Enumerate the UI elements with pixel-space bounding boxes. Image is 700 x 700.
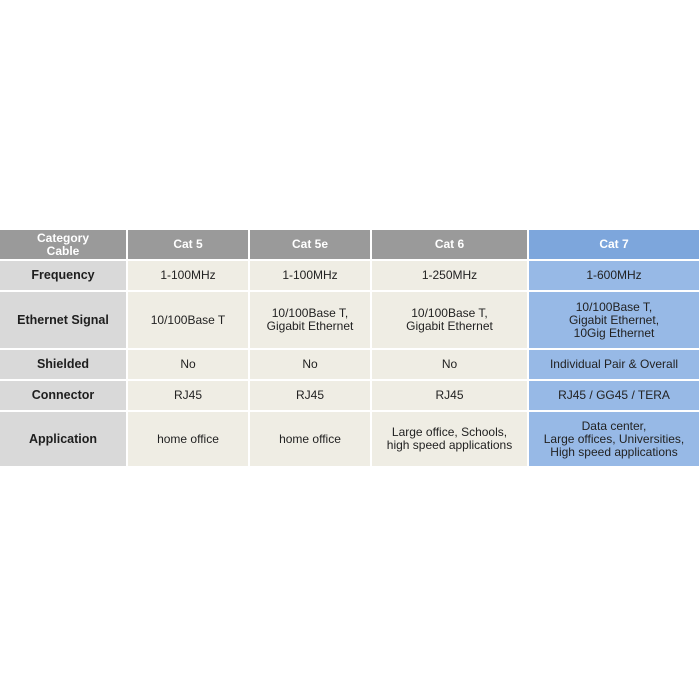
- cell-line: Individual Pair & Overall: [549, 357, 679, 371]
- row-label-connector: Connector: [0, 380, 127, 411]
- cell-line: 10/100Base T,: [411, 306, 488, 320]
- table-row-shielded: [0, 349, 700, 380]
- cell-frequency-cat6: [371, 260, 528, 291]
- cell-line: 1-250MHz: [421, 268, 478, 282]
- cable-comparison-table: [0, 230, 700, 468]
- cell-shielded-cat5: [127, 349, 249, 380]
- cell-line: No: [180, 357, 196, 371]
- cell-connector-cat7: [528, 380, 700, 411]
- header-cat7: Cat 7: [528, 230, 700, 260]
- cell-line: RJ45: [173, 388, 202, 402]
- cell-ethernet-cat5e: [249, 291, 371, 349]
- header-category-line: Category: [36, 230, 89, 245]
- cell-line: home office: [157, 431, 219, 446]
- cell-shielded-cat5e: [249, 349, 371, 380]
- table-row-frequency: [0, 260, 700, 291]
- cell-line: 10/100Base T: [150, 312, 226, 327]
- cell-connector-cat6: [371, 380, 528, 411]
- cell-application-cat5: [127, 411, 249, 467]
- cell-line: high speed applications: [386, 438, 513, 452]
- row-label-frequency: Frequency: [0, 260, 127, 291]
- header-category-cable: [0, 230, 127, 260]
- cell-line: Data center,: [581, 418, 647, 433]
- cell-ethernet-cat5: [127, 291, 249, 349]
- cell-line: 1-100MHz: [282, 268, 338, 282]
- cell-line: 10/100Base T,: [271, 306, 349, 320]
- cell-frequency-cat7: [528, 260, 700, 291]
- cable-comparison-table-container: [0, 230, 700, 468]
- row-label-shielded: Shielded: [0, 349, 127, 380]
- cell-application-cat6: [371, 411, 528, 467]
- cell-line: Gigabit Ethernet: [406, 319, 493, 333]
- header-cable-line: Cable: [46, 243, 80, 258]
- header-cat6: Cat 6: [371, 230, 528, 260]
- header-row: [0, 230, 700, 260]
- table-row-connector: [0, 380, 700, 411]
- table-row-application: [0, 411, 700, 467]
- row-label-ethernet-signal: Ethernet Signal: [0, 291, 127, 349]
- cell-line: RJ45: [295, 388, 324, 402]
- cell-line: Gigabit Ethernet,: [568, 312, 660, 327]
- cell-ethernet-cat7: [528, 291, 700, 349]
- header-cat5e: Cat 5e: [249, 230, 371, 260]
- cell-ethernet-cat6: [371, 291, 528, 349]
- cell-line: 1-100MHz: [160, 268, 216, 282]
- cell-shielded-cat6: [371, 349, 528, 380]
- cell-line: No: [302, 357, 318, 371]
- cell-line: No: [441, 357, 458, 371]
- cell-line: Gigabit Ethernet: [266, 319, 354, 333]
- cell-line: home office: [279, 431, 341, 446]
- cell-connector-cat5: [127, 380, 249, 411]
- table-row-ethernet-signal: [0, 291, 700, 349]
- cell-line: 1-600MHz: [586, 268, 642, 282]
- row-label-application: Application: [0, 411, 127, 467]
- cell-line: 10Gig Ethernet: [573, 325, 655, 340]
- cell-line: High speed applications: [550, 444, 678, 459]
- cell-line: Large office, Schools,: [391, 425, 508, 439]
- cell-line: RJ45: [435, 388, 464, 402]
- cell-connector-cat5e: [249, 380, 371, 411]
- cell-shielded-cat7: [528, 349, 700, 380]
- header-cat5: Cat 5: [127, 230, 249, 260]
- cell-application-cat7: [528, 411, 700, 467]
- cell-line: 10/100Base T,: [575, 299, 653, 314]
- cell-frequency-cat5: [127, 260, 249, 291]
- cell-application-cat5e: [249, 411, 371, 467]
- cell-line: RJ45 / GG45 / TERA: [558, 388, 670, 402]
- cell-frequency-cat5e: [249, 260, 371, 291]
- cell-line: Large offices, Universities,: [543, 431, 685, 446]
